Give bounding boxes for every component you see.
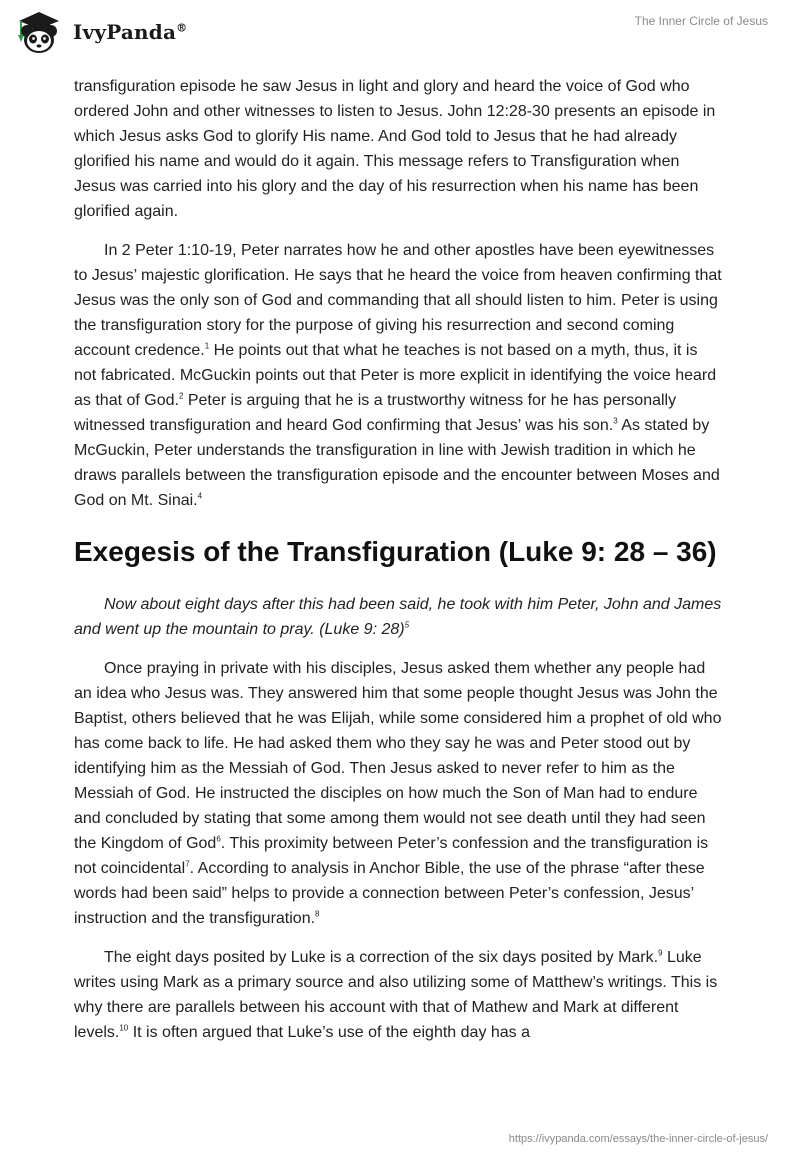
paragraph-text: He points out that what he teaches is not based on a myth, thus, it is not fabricated. McGuckin points out that Peter is more explicit in identifying the voice heard as that of God. xyxy=(74,342,717,409)
paragraph-text: . This proximity between Peter’s confession and the transfiguration is not coincidental xyxy=(74,835,709,877)
source-url[interactable]: https://ivypanda.com/essays/the-inner-circle-of-jesus/ xyxy=(508,1133,768,1145)
footnote-ref-8[interactable]: 8 xyxy=(315,909,320,919)
paragraph-2 xyxy=(74,238,724,513)
paragraph-text: Luke writes using Mark as a primary source and also utilizing some of Matthew’s writings. This is why there are parallels between his account with that of Mathew and Mark at different levels. xyxy=(74,949,718,1041)
footnote-ref-4[interactable]: 4 xyxy=(197,491,203,501)
quote-text: Now about eight days after this had been said, he took with him Peter, John and James and went up the mountain to pray. (Luke 9: 28) xyxy=(74,596,722,638)
paragraph-text: It is often argued that Luke’s use of the eighth day has a xyxy=(128,1024,531,1041)
footnote-ref-2[interactable]: 2 xyxy=(178,391,184,401)
page-header xyxy=(0,0,800,64)
document-title: The Inner Circle of Jesus xyxy=(634,14,768,28)
footnote-ref-5[interactable]: 5 xyxy=(404,620,410,630)
paragraph-text: Once praying in private with his disciples, Jesus asked them whether any people had an idea who Jesus was. They answered him that some people thought Jesus was John the Baptist, others believed that he was Elijah, while some considered him a prophet of old who has come back to life. He had asked them who they say he was and Peter stood out by identifying him as the Messiah of God. Then Jesus asked to never refer to him as the Messiah of God. He instructed the disciples on how much the Son of Man had to endure and concluded by stating that some among them would not see death until they had seen the Kingdom of God xyxy=(74,660,722,852)
section-heading: Exegesis of the Transfiguration (Luke 9: 28 – 36) xyxy=(74,536,717,567)
essay-body xyxy=(74,74,724,1059)
footnote-ref-10[interactable]: 10 xyxy=(119,1023,129,1033)
footnote-ref-6[interactable]: 6 xyxy=(216,834,221,844)
paragraph-text: . According to analysis in Anchor Bible, the use of the phrase “after these words had been said” helps to provide a connection between Peter’s confession, Jesus’ instruction and the transfiguration. xyxy=(74,860,705,927)
paragraph-3 xyxy=(74,656,724,931)
footnote-ref-3[interactable]: 3 xyxy=(613,416,618,426)
paragraph-text: Peter is arguing that he is a trustworthy witness for he has personally witnessed transfiguration and heard God confirming that Jesus’ was his son. xyxy=(74,392,677,434)
footnote-ref-1[interactable]: 1 xyxy=(204,341,210,351)
paragraph-text: As stated by McGuckin, Peter understands the transfiguration in line with Jewish tradition in which he draws parallels between the transfiguration episode and the encounter between Moses and God on Mt. Sinai. xyxy=(74,417,720,509)
paragraph-1: transfiguration episode he saw Jesus in light and glory and heard the voice of God who ordered John and other witnesses to listen to Jesus. John 12:28-30 presents an episode in which Jesus asks God to glorify His name. And God told to Jesus that he had already glorified his name and would do it again. This message refers to Transfiguration when Jesus was carried into his glory and the day of his resurrection when his name has been glorified again. xyxy=(74,78,716,220)
scripture-quote xyxy=(74,592,724,642)
paragraph-4 xyxy=(74,945,724,1045)
footnote-ref-9[interactable]: 9 xyxy=(658,948,663,958)
panda-logo-icon xyxy=(13,9,67,55)
paragraph-text: In 2 Peter 1:10-19, Peter narrates how he and other apostles have been eyewitnesses to Jesus’ majestic glorification. He says that he heard the voice from heaven confirming that Jesus was the only son of God and commanding that all should listen to him. Peter is using the transfiguration story for the purpose of giving his resurrection and second coming account credence. xyxy=(74,242,722,359)
registered-mark: ® xyxy=(176,21,188,35)
brand-text: IvyPanda xyxy=(73,20,177,44)
brand-logo[interactable] xyxy=(13,9,187,55)
paragraph-text: The eight days posited by Luke is a correction of the six days posited by Mark. xyxy=(104,949,659,966)
footnote-ref-7[interactable]: 7 xyxy=(185,859,190,869)
brand-name xyxy=(73,20,187,44)
